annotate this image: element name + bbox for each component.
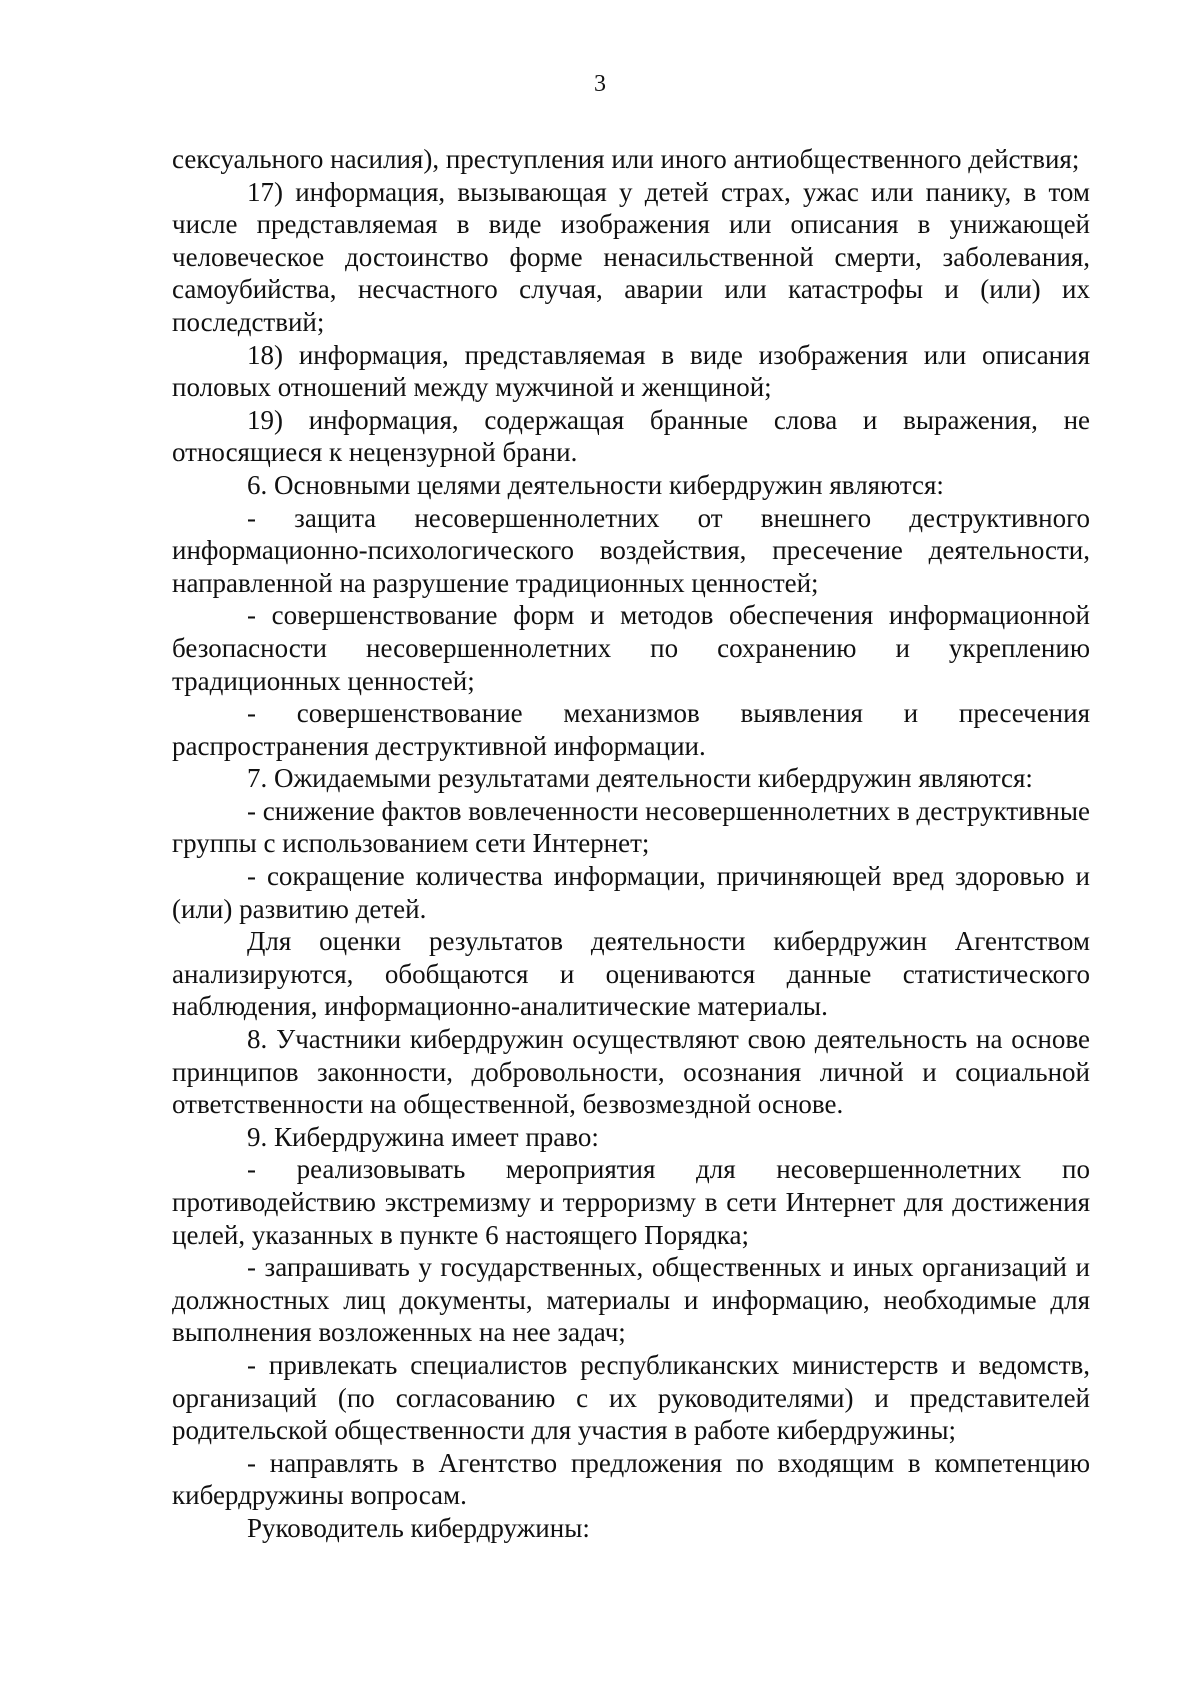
leader-heading: Руководитель кибердружины: bbox=[247, 1512, 590, 1543]
section-8-paragraph: 8. Участники кибердружин осуществляют свою деятельность на основе принципов законности, добровольности, осознания личной и социальной ответственности на общественной, безвозмездной основе. bbox=[172, 1024, 1090, 1120]
document-body bbox=[172, 143, 1090, 1545]
section-6-goal-1: - защита несовершеннолетних от внешнего деструктивного информационно-психологического воздействия, пресечение деятельности, направленной на разрушение традиционных ценностей; bbox=[172, 502, 1090, 598]
section-6-goal-3: - совершенствование механизмов выявления и пресечения распространения деструктивной информации. bbox=[172, 698, 1090, 761]
paragraph-continuation: сексуального насилия), преступления или иного антиобщественного действия; bbox=[172, 144, 1080, 174]
section-9-right-2: - запрашивать у государственных, общественных и иных организаций и должностных лиц документы, материалы и информацию, необходимые для выполнения возложенных на нее задач; bbox=[172, 1252, 1090, 1348]
section-7-result-2: - сокращение количества информации, причиняющей вред здоровью и (или) развитию детей. bbox=[172, 861, 1090, 924]
page-number: 3 bbox=[594, 71, 606, 97]
section-7-heading: 7. Ожидаемыми результатами деятельности кибердружин являются: bbox=[247, 763, 1033, 794]
paragraph-item-17: 17) информация, вызывающая у детей страх, ужас или панику, в том числе представляемая в виде изображения или описания в унижающей человеческое достоинство форме ненасильственной смерти, заболевания, самоубийства, несчастного случая, аварии или катастрофы и (или) их последствий; bbox=[172, 176, 1090, 337]
section-9-right-3: - привлекать специалистов республиканских министерств и ведомств, организаций (по согласованию с их руководителями) и представителей родительской общественности для участия в работе кибердружины; bbox=[172, 1349, 1090, 1446]
section-9-right-1: - реализовывать мероприятия для несовершеннолетних по противодействию экстремизму и терроризму в сети Интернет для достижения целей, указанных в пункте 6 настоящего Порядка; bbox=[172, 1154, 1090, 1250]
section-9-heading: 9. Кибердружина имеет право: bbox=[247, 1121, 599, 1152]
section-6-heading: 6. Основными целями деятельности кибердружин являются: bbox=[247, 469, 944, 500]
section-7-result-1: - снижение фактов вовлеченности несовершеннолетних в деструктивные группы с использованием сети Интернет; bbox=[172, 795, 1090, 859]
section-6-goal-2: - совершенствование форм и методов обеспечения информационной безопасности несовершеннолетних по сохранению и укреплению традиционных ценностей; bbox=[172, 600, 1090, 696]
paragraph-item-19: 19) информация, содержащая бранные слова и выражения, не относящиеся к нецензурной брани. bbox=[172, 404, 1090, 468]
section-7-evaluation: Для оценки результатов деятельности кибердружин Агентством анализируются, обобщаются и оцениваются данные статистического наблюдения, информационно-аналитические материалы. bbox=[172, 926, 1090, 1022]
paragraph-item-18: 18) информация, представляемая в виде изображения или описания половых отношений между мужчиной и женщиной; bbox=[172, 339, 1090, 403]
section-9-right-4: - направлять в Агентство предложения по входящим в компетенцию кибердружины вопросам. bbox=[172, 1447, 1090, 1511]
